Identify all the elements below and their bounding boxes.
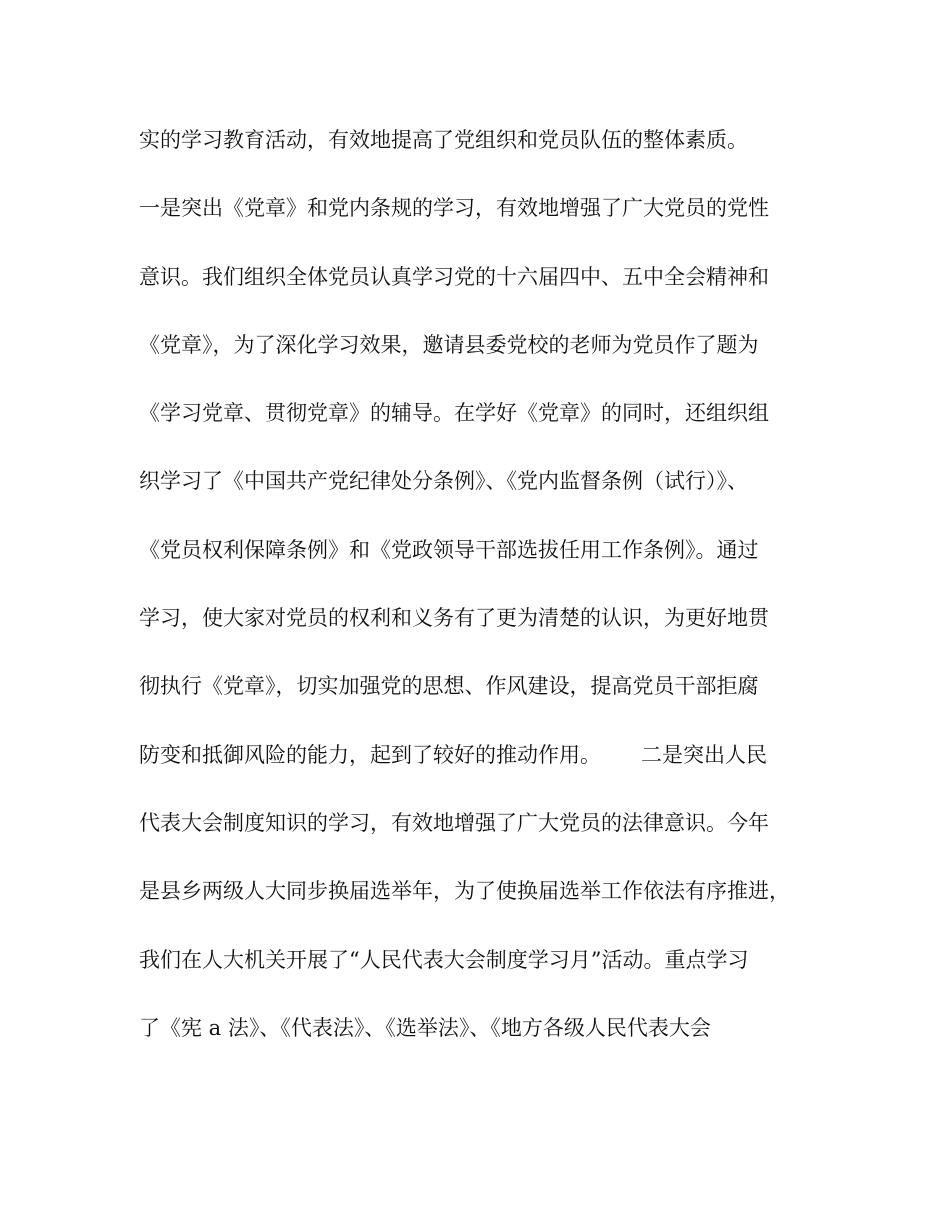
text-line: 《党员权利保障条例》和《党政领导干部选拔任用工作条例》。通过: [139, 537, 759, 562]
text-line: 代表大会制度知识的学习，有效地增强了广大党员的法律意识。今年: [139, 810, 769, 835]
text-line: 防变和抵御风险的能力，起到了较好的推动作用。 二是突出人民: [139, 742, 768, 767]
text-line: 学习，使大家对党员的权利和义务有了更为清楚的认识，为更好地贯: [139, 606, 769, 631]
text-line: 《学习党章、贯彻党章》的辅导。在学好《党章》的同时，还组织组: [139, 401, 769, 426]
body-text: [139, 122, 819, 1078]
text-line: 是县乡两级人大同步换届选举年，为了使换届选举工作依法有序推进，: [139, 879, 790, 904]
text-line: 了《宪 a 法》、《代表法》、《选举法》、《地方各级人民代表大会: [139, 1015, 711, 1040]
text-line: 我们在人大机关开展了“人民代表大会制度学习月”活动。重点学习: [139, 947, 749, 972]
text-line: 彻执行《党章》，切实加强党的思想、作风建设，提高党员干部拒腐: [139, 674, 759, 699]
text-line: 实的学习教育活动，有效地提高了党组织和党员队伍的整体素质。: [139, 128, 748, 152]
text-line: 一是突出《党章》和党内条规的学习，有效地增强了广大党员的党性: [139, 196, 769, 221]
text-line: 意识。我们组织全体党员认真学习党的十六届四中、五中全会精神和: [139, 264, 769, 289]
text-line: 织学习了《中国共产党纪律处分条例》、《党内监督条例（试行）》、: [139, 469, 748, 494]
text-line: 《党章》，为了深化学习效果，邀请县委党校的老师为党员作了题为: [139, 332, 759, 357]
